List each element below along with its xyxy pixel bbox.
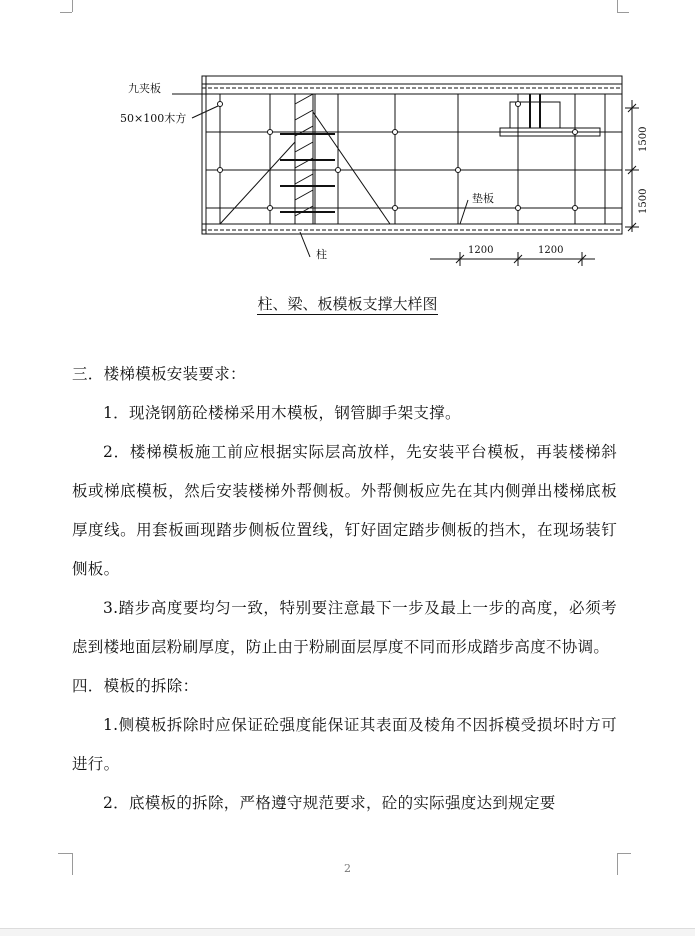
page-number: 2 [344, 862, 351, 875]
node-dot [393, 206, 398, 211]
crop-mark-bottom-right-h [617, 853, 631, 854]
dim-height-2: 1500 [638, 188, 649, 214]
label-timber: 50×100木方 [120, 112, 187, 125]
node-dot [573, 206, 578, 211]
node-dot [393, 130, 398, 135]
label-column: 柱 [316, 248, 327, 261]
paragraph: 三．楼梯模板安装要求： [72, 365, 246, 383]
dim-height-1: 1500 [638, 126, 649, 152]
node-dot [218, 168, 223, 173]
paragraph: 四．模板的拆除： [72, 677, 199, 695]
dim-span-1: 1200 [468, 245, 494, 256]
node-dot [516, 206, 521, 211]
node-dot [336, 168, 341, 173]
node-dot [268, 206, 273, 211]
node-dot [516, 102, 521, 107]
body-text [72, 355, 617, 823]
crop-mark-top-left-h [60, 12, 72, 13]
node-dot [218, 102, 223, 107]
label-pad: 垫板 [472, 192, 494, 205]
page-bottom-edge [0, 928, 695, 936]
paragraph: 1.侧模板拆除时应保证砼强度能保证其表面及棱角不因拆模受损坏时方可进行。 [72, 716, 617, 773]
crop-mark-bottom-left-h [58, 853, 72, 854]
paragraph: 3.踏步高度要均匀一致，特别要注意最下一步及最上一步的高度，必须考虑到楼地面层粉刷厚度，防止由于粉刷面层厚度不同而形成踏步高度不协调。 [72, 599, 617, 656]
frame-outline [202, 76, 622, 234]
paragraph: 2．底模板的拆除，严格遵守规范要求，砼的实际强度达到规定要 [103, 794, 556, 812]
label-plywood: 九夹板 [128, 82, 161, 95]
dim-span-2: 1200 [538, 245, 564, 256]
node-dot [573, 130, 578, 135]
crop-mark-top-right-h [617, 12, 629, 13]
node-dot [456, 168, 461, 173]
formwork-support-drawing [120, 72, 649, 272]
node-dot [268, 130, 273, 135]
crop-mark-top-left [72, 0, 73, 12]
paragraph: 2．楼梯模板施工前应根据实际层高放样，先安装平台模板，再装楼梯斜板或梯底模板，然后安装楼梯外帮侧板。外帮侧板应先在其内侧弹出楼梯底板厚度线。用套板画现踏步侧板位置线，钉好固定踏步侧板的挡木，在现场装钉侧板。 [72, 443, 617, 578]
paragraph: 1．现浇钢筋砼楼梯采用木模板，钢管脚手架支撑。 [103, 404, 461, 422]
crop-mark-top-right [617, 0, 618, 12]
figure-caption-text: 柱、梁、板模板支撑大样图 [257, 295, 438, 313]
figure-caption [0, 293, 695, 314]
